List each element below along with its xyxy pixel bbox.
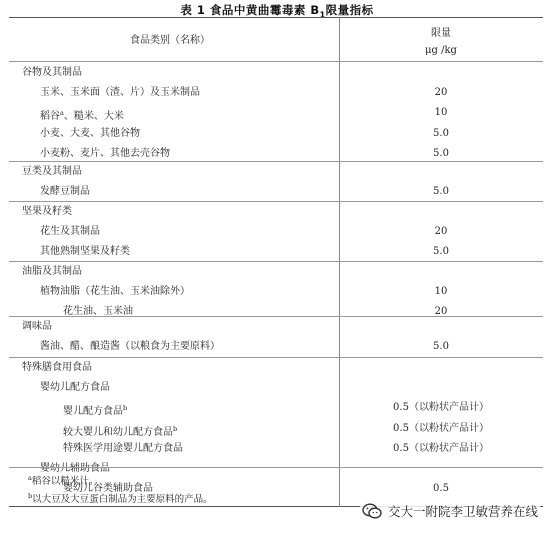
item-label: 玉米、玉米面（渣、片）及玉米制品 [40,87,200,99]
header-unit: μg /kg [425,45,457,56]
footnote [28,491,213,505]
group-separator [9,316,543,317]
limit-value: 0.5（以粉状产品计） [393,402,489,414]
group-separator [9,261,543,262]
item-name [40,186,90,198]
group-separator [9,201,543,202]
limit-value: 10 [434,107,448,119]
limit-value: 20 [434,306,448,318]
group-separator [9,357,543,358]
limit-value: 5.0 [433,246,449,258]
table-title: 表 1 食品中黄曲霉毒素 $B_1$限量指标 [180,3,374,20]
limit-value: 0.5（以粉状产品计） [393,442,489,454]
limit-value: 5.0 [433,127,449,139]
group-name: 谷物及其制品 [22,67,82,78]
item-label: 特殊医学用途婴儿配方食品 [63,442,183,454]
limit-value: 20 [434,226,448,238]
item-label: 花生油、玉米油 [63,306,133,318]
item-label: 小麦粉、麦片、其他去壳谷物 [40,147,170,159]
header-limit: 限量 [431,28,451,39]
footnote-mark: a [60,109,64,118]
item-name [63,443,183,455]
item-label: 酱油、醋、酿造酱（以粮食为主要原料） [40,341,220,353]
item-label: 发酵豆制品 [40,186,90,198]
item-name [40,341,220,353]
watermark [360,500,540,522]
item-label: 婴幼儿配方食品 [40,382,110,394]
wechat-icon [362,502,382,520]
limit-value: 5.0 [433,186,449,198]
item-name [40,226,100,238]
item-label: 其他熟制坚果及籽类 [40,246,130,258]
footnote-separator [9,467,543,468]
item-label: 较大婴儿和幼儿配方食品 [63,426,173,438]
limit-value: 0.5 [433,483,449,495]
group-name: 坚果及籽类 [22,206,72,217]
limit-value: 0.5（以粉状产品计） [393,422,489,434]
group-name: 油脂及其制品 [22,266,82,277]
item-label: 婴幼儿谷类辅助食品 [63,483,153,495]
watermark-text: 交大一附院李卫敏营养在线 [387,504,538,519]
footnote [28,473,98,487]
item-name [63,402,127,418]
footnote-mark: b [173,424,178,433]
item-name [40,107,124,123]
header-category: 食品类别（名称） [130,35,210,46]
group-name: 特殊膳食用食品 [22,362,92,373]
item-name [40,148,170,160]
header-separator [9,61,543,62]
item-label: 稻谷 [40,111,60,123]
item-label-rest: 、糙米、大米 [63,111,124,123]
limit-value: 5.0 [433,147,449,159]
limit-value: 5.0 [433,341,449,353]
limit-value: 10 [434,286,448,298]
item-name [40,286,190,298]
item-name [63,423,177,439]
group-separator [9,161,543,162]
item-label: 婴幼儿辅助食品 [40,463,110,474]
footnote-mark: b [28,492,33,500]
limit-value: 20 [434,87,448,99]
item-label: 花生及其制品 [40,226,100,238]
item-label: 植物油脂（花生油、玉米油除外） [40,286,190,298]
item-name [40,382,110,394]
footnote-mark: a [28,474,32,482]
group-name: 调味品 [22,321,52,332]
group-name: 豆类及其制品 [22,166,82,177]
footnote-mark: b [123,404,128,413]
item-label: 小麦、大麦、其他谷物 [40,127,140,139]
item-label: 婴儿配方食品 [63,406,123,418]
item-name [40,128,140,140]
footnote-text: 以大豆及大豆蛋白制品为主要原料的产品。 [32,494,213,505]
item-name [40,246,130,258]
footnote-text: 稻谷以糙米计。 [31,476,99,487]
item-name [40,87,200,99]
